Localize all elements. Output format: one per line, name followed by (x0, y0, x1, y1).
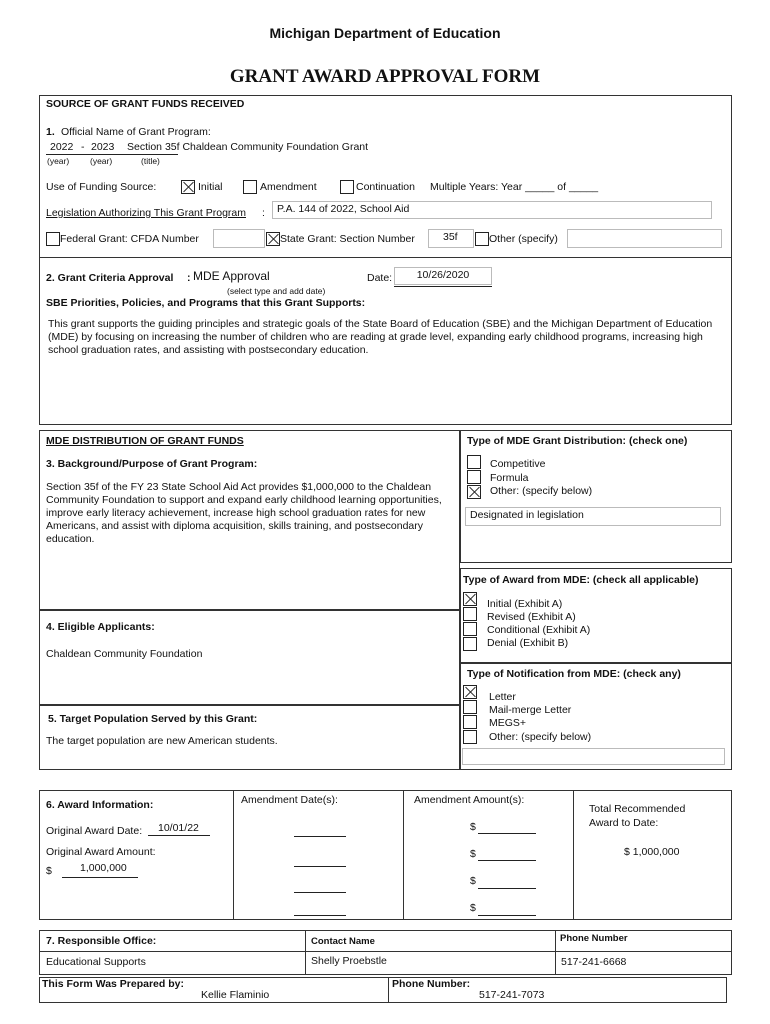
total-label-1: Total Recommended (589, 803, 686, 815)
prepared-label: This Form Was Prepared by: (42, 978, 184, 990)
phone-label: Phone Number (560, 933, 628, 944)
notif-other-checkbox[interactable] (463, 730, 477, 744)
notif-other-field[interactable] (462, 748, 725, 765)
award-denial-checkbox[interactable] (463, 637, 477, 651)
other-label: Other (specify) (489, 233, 558, 245)
state-checkbox[interactable] (266, 232, 280, 246)
amend-amount-line-1[interactable] (478, 833, 536, 834)
office-div-2 (555, 930, 556, 975)
original-amount-label: Original Award Amount: (46, 846, 156, 858)
amend-amount-dollar-3: $ (470, 875, 476, 887)
type-other-label: Other: (specify below) (490, 485, 593, 497)
prepared-phone-value[interactable]: 517-241-7073 (479, 989, 545, 1001)
q5-label: 5. Target Population Served by this Grant: (48, 713, 258, 725)
legislation-label: Legislation Authorizing This Grant Program (46, 207, 246, 219)
federal-checkbox[interactable] (46, 232, 60, 246)
prepared-value[interactable]: Kellie Flaminio (201, 989, 270, 1001)
award-revised-checkbox[interactable] (463, 607, 477, 621)
multiple-years: Multiple Years: Year _____ of _____ (430, 181, 599, 193)
office-div-1 (305, 930, 306, 975)
hint-title: (title) (141, 156, 160, 166)
q3-label: 3. Background/Purpose of Grant Program: (46, 458, 258, 470)
hint-year-2: (year) (90, 156, 113, 166)
award-denial-label: Denial (Exhibit B) (487, 637, 569, 649)
award-initial-checkbox[interactable] (463, 592, 477, 606)
award-type-title: Type of Award from MDE: (check all applicable) (463, 574, 699, 586)
competitive-label: Competitive (490, 458, 546, 470)
notif-mailmerge-checkbox[interactable] (463, 700, 477, 714)
amend-amounts-label: Amendment Amount(s): (414, 794, 525, 806)
type-title: Type of MDE Grant Distribution: (check one) (467, 435, 688, 447)
legislation-colon: : (262, 207, 265, 219)
original-amount-underline (62, 877, 138, 878)
total-value[interactable]: $ 1,000,000 (624, 846, 680, 858)
contact-value[interactable]: Shelly Proebstle (311, 955, 387, 967)
award-revised-label: Revised (Exhibit A) (487, 611, 576, 623)
state-label: State Grant: Section Number (280, 233, 415, 245)
distribution-title: MDE DISTRIBUTION OF GRANT FUNDS (46, 435, 244, 447)
sbe-text[interactable]: This grant supports the guiding principles and strategic goals of the State Board of Education (SBE) and the Michigan Department of Education (MDE) by focusing on increasing the number of children who are reading at grade level, expanding early childhood programs, increasing high school graduation rates, and assisting with postsecondary education. (48, 318, 713, 356)
q7-value[interactable]: Educational Supports (46, 956, 146, 968)
date-underline (394, 286, 492, 287)
original-amount-value[interactable]: 1,000,000 (80, 862, 127, 874)
year-dash: - (81, 141, 85, 153)
department-name: Michigan Department of Education (269, 25, 501, 41)
q1-label: Official Name of Grant Program: (61, 126, 211, 138)
type-other-checkbox[interactable] (467, 485, 481, 499)
amend-amount-dollar-2: $ (470, 848, 476, 860)
original-date-label: Original Award Date: (46, 825, 143, 837)
legislation-field[interactable]: P.A. 144 of 2022, School Aid (272, 201, 712, 219)
prepared-div (388, 977, 389, 1003)
approval-select[interactable]: MDE Approval (193, 269, 270, 283)
notif-letter-checkbox[interactable] (463, 685, 477, 699)
q1-number: 1. (46, 126, 55, 138)
award-initial-label: Initial (Exhibit A) (487, 598, 563, 610)
original-date-underline (148, 835, 210, 836)
continuation-label: Continuation (356, 181, 415, 193)
amend-date-line-2[interactable] (294, 866, 346, 867)
notif-letter-label: Letter (489, 691, 516, 703)
state-section-field[interactable]: 35f (428, 229, 474, 248)
amend-dates-label: Amendment Date(s): (241, 794, 338, 806)
amend-amount-line-2[interactable] (478, 860, 536, 861)
q4-label: 4. Eligible Applicants: (46, 621, 155, 633)
q6-label: 6. Award Information: (46, 799, 154, 811)
notif-mailmerge-label: Mail-merge Letter (489, 704, 572, 716)
phone-value[interactable]: 517-241-6668 (561, 956, 627, 968)
formula-checkbox[interactable] (467, 470, 481, 484)
select-hint: (select type and add date) (227, 286, 326, 296)
amendment-label: Amendment (260, 181, 317, 193)
cfda-field[interactable] (213, 229, 265, 248)
amend-amount-dollar-4: $ (470, 902, 476, 914)
other-field[interactable] (567, 229, 722, 248)
use-of-funding-label: Use of Funding Source: (46, 181, 157, 193)
q2-label: 2. Grant Criteria Approval (46, 272, 174, 284)
total-label-2: Award to Date: (589, 817, 659, 829)
source-section-title: SOURCE OF GRANT FUNDS RECEIVED (46, 98, 245, 110)
notif-other-label: Other: (specify below) (489, 731, 592, 743)
divider-criteria (39, 257, 732, 258)
year-start[interactable]: 2022 (50, 141, 74, 153)
original-amount-dollar: $ (46, 865, 52, 877)
hint-year-1: (year) (47, 156, 70, 166)
program-underline (46, 154, 178, 155)
amend-amount-dollar-1: $ (470, 821, 476, 833)
award-conditional-label: Conditional (Exhibit A) (487, 624, 591, 636)
award-div-3 (573, 790, 574, 920)
contact-label: Contact Name (311, 936, 375, 947)
formula-label: Formula (490, 472, 529, 484)
other-checkbox[interactable] (475, 232, 489, 246)
competitive-checkbox[interactable] (467, 455, 481, 469)
date-label: Date: (367, 272, 393, 284)
q2-colon: : (187, 272, 191, 284)
year-end[interactable]: 2023 (91, 141, 115, 153)
amend-date-line-4[interactable] (294, 915, 346, 916)
notif-title: Type of Notification from MDE: (check any) (467, 668, 681, 680)
form-title: GRANT AWARD APPROVAL FORM (229, 66, 541, 87)
date-field[interactable]: 10/26/2020 (394, 267, 492, 285)
award-div-1 (233, 790, 234, 920)
office-hdiv (39, 951, 732, 952)
amend-amount-line-4[interactable] (478, 915, 536, 916)
notif-megs-label: MEGS+ (489, 717, 527, 729)
sbe-label: SBE Priorities, Policies, and Programs that this Grant Supports: (46, 297, 366, 309)
federal-label: Federal Grant: CFDA Number (60, 233, 199, 245)
program-title[interactable]: Section 35f Chaldean Community Foundation Grant (127, 141, 369, 153)
amendment-checkbox[interactable] (243, 180, 257, 194)
continuation-checkbox[interactable] (340, 180, 354, 194)
initial-checkbox[interactable] (181, 180, 195, 194)
notif-megs-checkbox[interactable] (463, 715, 477, 729)
original-date-value[interactable]: 10/01/22 (158, 822, 199, 834)
initial-label: Initial (198, 181, 223, 193)
amend-amount-line-3[interactable] (478, 888, 536, 889)
q3-text[interactable]: Section 35f of the FY 23 State School Aid Act provides $1,000,000 to the Chaldean Community Foundation to support and expand early childhood learning opportunities, improve early literacy achievement, increase high school graduation rates for new Americans, and assist with diploma acquisition, skills training, and postsecondary education. (46, 481, 442, 545)
q5-value[interactable]: The target population are new American students. (46, 735, 278, 747)
q7-label: 7. Responsible Office: (46, 935, 157, 947)
amend-date-line-3[interactable] (294, 892, 346, 893)
type-other-field[interactable]: Designated in legislation (465, 507, 721, 526)
prepared-phone-label: Phone Number: (392, 978, 471, 990)
q4-value[interactable]: Chaldean Community Foundation (46, 648, 203, 660)
amend-date-line-1[interactable] (294, 836, 346, 837)
award-div-2 (403, 790, 404, 920)
award-conditional-checkbox[interactable] (463, 622, 477, 636)
